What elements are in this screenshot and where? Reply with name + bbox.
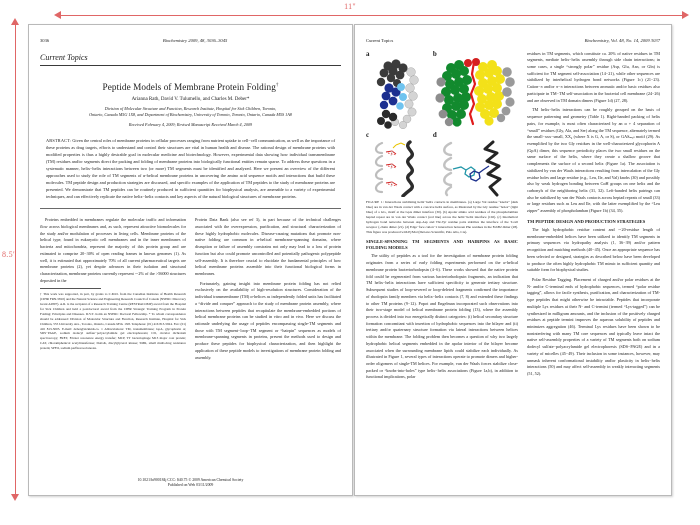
footnote-text: † This work was supported, in part, by grants to C.M.D. from the Canadian Institutes of Health Research (CIHR FRN-5810) and the Natural Science and Engineering Research Council of Canada (NSERC Discovery Grant A2807). A.R. is the recipient of a Research Training Centre (RESTRACOMP) award from the Hospital for Sick Children and held a postdoctoral award from the CIHR Strategic Training Program in Protein Folding: Principles and Diseases. D.V.T. holds an NSERC Doctoral Fellowship. * To whom correspondence should be addressed: Division of Molecular Structure and Function, Research Institute, Hospital for Sick Children, 555 University Ave., Toronto, Ontario, Canada M5G 1X8. Telephone: (01) 416 813-5924. Fax: (01) 416 813-5005. E-mail: deber@sickkids.ca. 1 Abbreviations: TM, transmembrane; GpA, glycophorin A; SDS−PAGE, sodium dodecyl sulfate−polyacrylamide gel electrophoresis; CD, circular dichroism spectroscopy; FRET, Förster resonance energy transfer; MCP, TT bacteriophage M13 major coat protein; CAT, chloramphenicol acetyltransferase; DAGK, diacylglycerol kinase; SMR, small multi-drug resistance protein; SPFO, sodium perfluorooctanoate. — [40, 291, 186, 351]
journal-volume-pages: Vol. 48, No. 14, 2009 3037 — [610, 38, 660, 43]
journal-name: Biochemistry — [162, 38, 188, 43]
width-arrow-left-icon — [54, 11, 61, 19]
paragraph: residues in TM segments, which constitute ca. 20% of native residues in TM segments, mediate helix−helix assembly through side chain interactions; in some cases, a single “strongly polar” residue (Asp, Glu, Asn, or Gln) is sufficient for TM segment self-association (14−21), while other sequences are stabilized by interhelical hydrogen bond networks (Figure 1c) (21−23). Cation−π and/or π−π interactions between aromatic and/or basic residues also participate in TM−TM self-association in the bacterial cell membrane (24−26) and are observed in TM domain dimers (Figure 1d) (27, 28). — [527, 50, 660, 103]
figure-row-bottom — [366, 132, 518, 197]
figure-row-top — [366, 51, 518, 130]
article-title: Peptide Models of Membrane Protein Folding — [102, 81, 276, 92]
footnotes — [40, 288, 186, 351]
column-1 — [366, 51, 518, 382]
folio-number: 3036 — [40, 38, 50, 43]
panel-label-d: d — [432, 130, 437, 139]
paragraph: Fortunately, gaining insight into membrane protein folding has not relied exclusively on the availability of high-resolution structures. Consideration of the individual transmembrane (TM) α-helices as independently folded units has facilitated a “divide and conquer” approach to the study of membrane protein assembly, where interactions between peptides that recapitulate the membrane-embedded portions of helical membrane proteins can be studied in vitro and in vivo. Here we discuss the rationale underlying the usage of peptides encompassing single-TM segments and those with TM segment−loop−TM segment or “hairpin” sequences as models of membrane-spanning segments in proteins, present the methods used to design and produce these peptides for biophysical characterization, and then highlight the application of these peptide models to investigations of membrane protein folding and assembly. — [195, 280, 341, 360]
panel-label-c: c — [366, 130, 370, 139]
body-columns-right-page — [366, 51, 660, 382]
phospholamban-spacefill-illustration — [433, 58, 519, 130]
hydrogen-bond-network-helix-illustration — [366, 139, 428, 197]
column-2 — [195, 217, 341, 364]
journal-citation — [49, 39, 341, 44]
section-heading-2: TM PEPTIDE DESIGN AND PRODUCTION STRATEGIES — [527, 218, 646, 224]
footnote-rule — [40, 288, 101, 289]
abstract-text: Given the central roles of membrane proteins in cellular processes ranging from nutrient uptake to cell−cell communication, as well as the importance of these proteins as drug targets, efforts to understand and control their structures are vital in human health and disease. The rational design of membrane proteins with modified properties is thus a highly desirable goal in molecular medicine and biotechnology. However, experimental data showing how individual transmembrane (TM) residues and/or segments direct the packing and folding of membrane proteins into biologically functional entities remain sparse. To address these questions in a systematic manner, helix−helix interactions between two (or more) TM segments must be identified and analyzed. Here we present an overview of the different approaches used to study the role of TM segments of α-helical membrane proteins in uncovering the amino acid sequence motifs and interactions that build these molecules. TM peptide design and production strategies are discussed, and specific examples of the application of TM peptides to the study of membrane proteins are presented. We demonstrate that TM peptides can be routinely produced in sufficient quantities for biophysical analysis, are amenable to a variety of experimental techniques, and can effectively replicate the native helix−helix contacts and key aspects of the natural biological structures of membrane proteins. — [46, 138, 335, 199]
running-head-right — [366, 39, 660, 44]
panel-label-b: b — [432, 49, 437, 58]
paragraph: The high hydrophobic residue content and ∼20-residue length of membrane-embedded helices have been utilized to identify TM segments in primary sequences via hydropathy analysis (1, 36−39) and/or pattern recognition and matching methods (40−45). Once an appropriate sequence has been selected or designed, strategies as described below have been developed to produce the often highly hydrophobic TM mimic in sufficient quantity and suitable form for biophysical studies. — [527, 226, 660, 273]
journal-volume-pages: 2009, 48, 3036–3045 — [188, 38, 228, 43]
width-arrow-right-icon — [682, 11, 689, 19]
figure-caption — [366, 200, 518, 236]
height-dimension-line — [15, 24, 16, 496]
figure-panel-b — [433, 51, 518, 130]
web-publication-line: Published on Web 03/11/2009 — [167, 483, 214, 488]
running-head-left — [40, 39, 341, 44]
document-page-right[interactable] — [354, 24, 672, 496]
abstract-rule — [40, 208, 341, 209]
paragraph: Protein Data Bank (also see ref 3), in part because of the technical challenges associated with the overexpression, purification, and structural characterization of these highly hydrophobic molecules. Disease-causing mutations that promote non-native folding are common in α-helical membrane-spanning domains, where disruption or failure of assembly constrains not only may lead to a loss of protein function but also could promote uncontrolled and potentially pathogenic polypeptide self-assembly. It is therefore crucial to elucidate the fundamental principles of how helical membrane proteins assemble into their functional biological forms in membranes. — [195, 217, 341, 277]
paragraph: The utility of peptides as a tool for the investigation of membrane protein folding originates from a series of early folding experiments performed on the α-helical membrane protein bacteriorhodopsin (4−6). These works showed that the native protein fold could be regenerated from various bacteriorhodopsin fragments, an indication that TM helix−helix interactions have sufficient specificity to generate tertiary structure. Subsequent studies of loop-severed or loop-deleted fragments confirmed the importance of rhodopsin family members via helix−helix contacts (7, 8) and extended these findings to other TM proteins (9−12). Popot and Engelman incorporated such observations into their two-stage model of helical membrane protein folding (13), where the assembly process is divided into two energetically distinct categories: (i) helical secondary structure formation concomitant with insertion of hydrophobic sequences into the bilayer and (ii) tertiary and/or quaternary structure formation via lateral interactions between helices within the membrane. The folding problem then becomes a question of why two largely hydrophobic helical segments embedded in the apolar interior of the bilayer become associated when the surrounding membrane lipids could stabilize each individually. As illustrated in Figure 1, several types of interactions operate to promote dimers and higher-order oligomers of single-TM helices. For example, van der Waals forces stabilize close-packed or “knobs-into-holes” type helix−helix associations (Figure 1a,b), in addition to functional implications, polar — [366, 253, 518, 380]
affiliation-line-1: Division of Molecular Structure and Function, Research Institute, Hospital for Sick Children, Toronto, — [104, 105, 277, 111]
journal-citation — [393, 39, 660, 44]
figure-caption-text: Interactions stabilizing helix−helix contacts in membranes. (a) Large Val residue “knobs” (dark blue) are in van der Waals contact with a concave helix surface, as illustrated by the Gly residue “holes” (light blue) of a GG₄ motif at the GpA dimer interface (30). (b) Apolar amino acid residues of the phospholamban heptad repeat are in van der Waals contact (red line) across the helix−helix interface (102). (c) Interhelical hydrogen bond networks between Asp-Asp and Thr-Tyr residue pairs stabilize the interface of the T-cell receptor ζ-chain dimer (21). (d) Edge−face cation−π interaction between Phe residues in the FebB2 dimer (28). This figure was produced with PyMol (DeLano Scientific, Palo Alto, CA). — [366, 199, 518, 235]
panel-label-a: a — [366, 49, 370, 58]
journal-name: Biochemistry, — [584, 38, 610, 43]
section-heading-1: SINGLE-SPANNING TM SEGMENTS AND HAIRPINS AS BASIC FOLDING MODELS — [366, 239, 518, 251]
figure-panel-d — [433, 132, 518, 197]
height-arrow-up-icon — [11, 18, 19, 25]
width-dimension-line — [59, 15, 684, 16]
title-footnote-marker: † — [275, 82, 279, 88]
affiliation-line-2: Ontario, Canada M5G 1X8, and Department of Biochemistry, University of Toronto, Toronto, Ontario, Canada M5S 1A8 — [89, 111, 292, 117]
affiliation — [40, 106, 341, 119]
kicker-rule — [40, 65, 341, 66]
abstract — [40, 138, 341, 201]
width-dimension-label: 11" — [344, 2, 356, 11]
paragraph: Polar Residue Tagging. Placement of charged and/or polar residues at the N- and/or C-terminal ends of hydrophobic sequences, termed “polar residue tagging”, allows for facile synthesis, purification, and characterization of TM-type peptides that might otherwise be intractable. Peptides that incorporate multiple Lys residues at their N- and C-termini (termed “Lys-tagged”) can be synthesized in milligram amounts, and the inclusion of the positively charged residues at peptide termini improves the aqueous solubility of peptides and minimizes aggregation (46). Terminal Lys residues have been shown to be noninterfering with many TM core sequences and typically leave intact the native self-assembly properties of a variety of TM segments both on sodium dodecyl sulfate−polyacrylamide gel electrophoresis (SDS−PAGE) and in a variety of micelles (45−49). Their inclusion in some instances, however, may unmask inherent conformational instability and/or plasticity in helix−helix interactions (50) and may affect self-assembly in weakly interacting segments (51, 52). — [527, 276, 660, 376]
figure-1 — [366, 51, 518, 236]
column-2 — [527, 51, 660, 382]
figure-panel-c — [366, 132, 429, 197]
gpa-dimer-spacefill-illustration — [366, 58, 428, 130]
author-list: Arianna Rath, David V. Tulumello, and Charles M. Deber* — [131, 96, 250, 102]
page-title — [40, 82, 341, 92]
received-dates: Received February 4, 2009; Revised Manuscript Received March 4, 2009 — [128, 122, 253, 128]
doi-copyright-line: 10.1021/bi900184j CCC: $40.75 © 2009 American Chemical Society — [137, 477, 244, 482]
cation-pi-interaction-illustration — [433, 139, 519, 197]
paragraph: Proteins embedded in membranes regulate the molecular traffic and information flow across biological membranes and, as such, represent attractive biomolecules for the study and/or modulation of processes in living cells. Membrane proteins of the helical type, found in eukaryotic cell membranes and in the inner membranes of bacteria and mitochondria, represent the majority of this protein group and are estimated to comprise 20−30% of open reading frames in known genomes (1). As well, it is estimated that approximately 70% of all current pharmaceutical targets are membrane proteins (2), yet despite advances in their isolation and structural characterization, membrane proteins currently represent ∼2% of the >56000 structures deposited in the — [40, 217, 186, 283]
figure-panel-a — [366, 51, 429, 130]
paragraph: TM helix−helix interactions can be roughly grouped on the basis of sequence patterning and geometry (Table 1). Right-handed packing of helix pairs, for example, is most often characterized by an α + 4 separation of “small” residues (Gly, Ala, and Ser) along the TM sequence, alternately termed the small−xxx−small, XX₄ (where X is G, A, or S), or GASₘₐₗₗ motif (29). As exemplified by the two Gly residues in the well-characterized glycophorin A (GpA) dimer, this sequence periodicity places the two small residues on the same surface of the helix, where they create a shallow groove that complements the surface of a second helix (Figure 1a). The association is stabilized by van der Waals interactions resulting from intercalation of the Gly residue holes and large residue (e.g., Leu, Ile, and Val) knobs (30) and possibly also by weak hydrogen bonding between CαH groups on one helix and the carbonyls of the neighboring helix (31, 32). Left-handed helix pairings can also be stabilized by van der Waals contacts across heptad repeats of small (33) or large residues such as Leu and Ile, with the latter exemplified by the “Leu zipper” assembly of phospholamban (Figure 1b) (34, 35). — [527, 107, 660, 214]
copyright-footer — [29, 478, 352, 489]
height-dimension-label: 8.5" — [2, 250, 17, 259]
body-columns-left-page — [40, 217, 341, 364]
section-kicker: Current Topics — [40, 52, 88, 62]
document-page-left[interactable] — [28, 24, 353, 496]
abstract-label: ABSTRACT: — [46, 138, 72, 144]
column-1 — [40, 217, 186, 364]
figure-caption-label: FIGURE 1: — [366, 199, 384, 204]
section-kicker-right: Current Topics — [366, 38, 394, 43]
height-arrow-down-icon — [11, 494, 19, 501]
